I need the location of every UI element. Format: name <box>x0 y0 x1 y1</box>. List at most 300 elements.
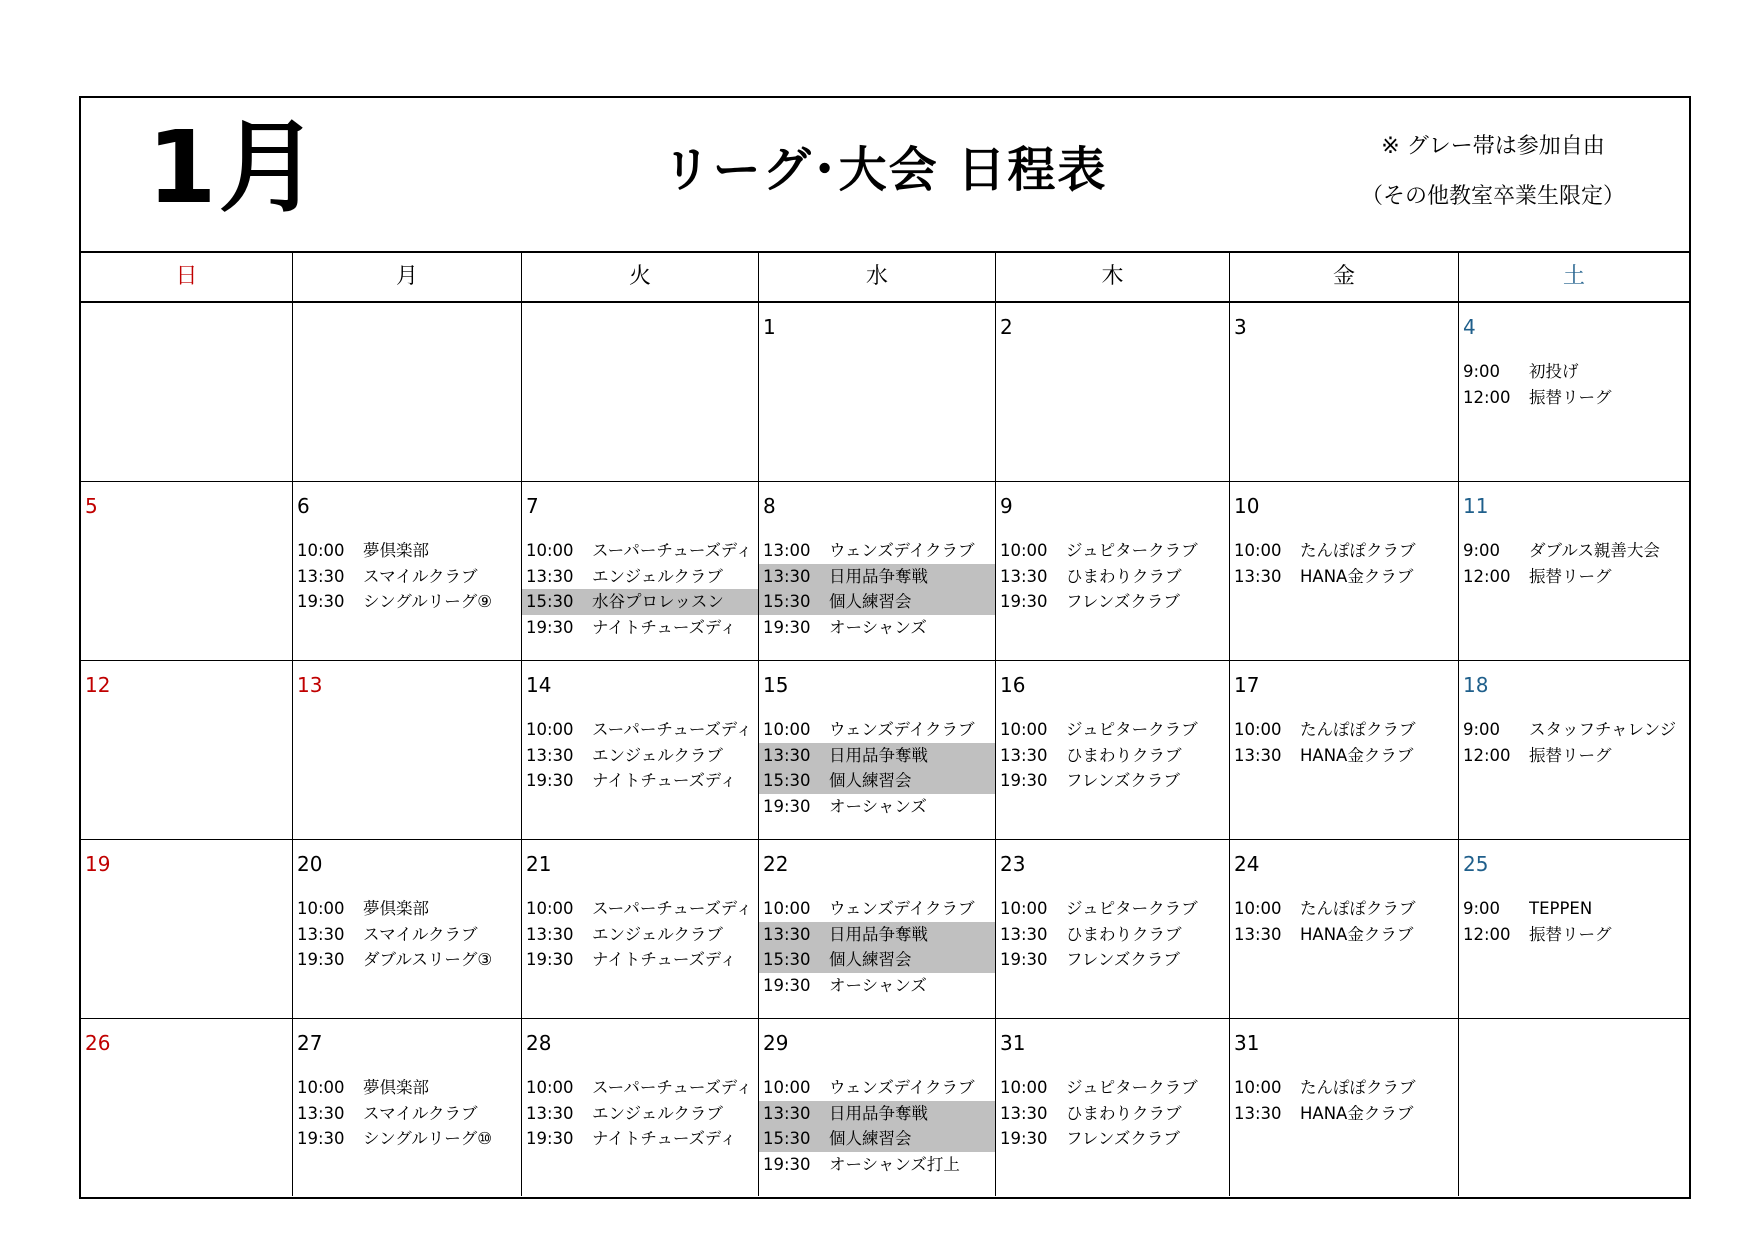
event-item <box>1230 564 1458 590</box>
day-cell <box>995 1019 1229 1196</box>
day-cell <box>292 840 521 1018</box>
event-list <box>996 1075 1229 1152</box>
day-number: 17 <box>1234 673 1260 697</box>
week-row <box>81 840 1689 1019</box>
week-row <box>81 1019 1689 1196</box>
event-time: 13:00 <box>763 541 811 560</box>
event-item <box>522 1101 758 1127</box>
day-cell <box>1229 482 1458 660</box>
event-time: 13:30 <box>526 1103 574 1123</box>
event-name: ひまわりクラブ <box>1066 566 1182 586</box>
event-item <box>522 896 758 922</box>
event-item <box>1459 385 1689 411</box>
event-time: 13:30 <box>297 924 345 944</box>
event-list <box>1230 538 1458 589</box>
day-cell <box>292 661 521 839</box>
day-number: 21 <box>526 852 552 876</box>
event-list <box>759 1075 995 1177</box>
event-list <box>293 538 521 615</box>
day-cell <box>995 482 1229 660</box>
event-name: HANA金クラブ <box>1300 745 1414 765</box>
event-name: 個人練習会 <box>829 592 912 611</box>
event-list <box>293 1075 521 1152</box>
event-name: ジュピタークラブ <box>1066 541 1198 560</box>
weekday-header-row <box>81 251 1689 303</box>
event-name: ウェンズデイクラブ <box>829 720 975 739</box>
event-time: 19:30 <box>763 796 811 816</box>
event-item <box>293 589 521 615</box>
day-cell <box>292 482 521 660</box>
day-number: 2 <box>1000 315 1013 339</box>
day-number: 26 <box>85 1031 111 1055</box>
event-name: 夢倶楽部 <box>363 899 429 918</box>
event-name: HANA金クラブ <box>1300 924 1414 944</box>
page-title: リーグ･大会 日程表 <box>662 142 1108 198</box>
event-time: 15:30 <box>763 771 811 790</box>
event-item-open <box>759 922 995 948</box>
event-time: 13:30 <box>1000 745 1048 765</box>
event-time: 10:00 <box>1000 1078 1048 1097</box>
day-cell <box>758 840 995 1018</box>
event-item <box>996 589 1229 615</box>
event-name: ダブルスリーグ③ <box>363 950 493 969</box>
event-time: 9:00 <box>1463 899 1501 918</box>
event-time: 9:00 <box>1463 362 1501 381</box>
day-cell <box>758 482 995 660</box>
day-number: 10 <box>1234 494 1260 518</box>
event-name: ひまわりクラブ <box>1066 745 1182 765</box>
event-list <box>1459 359 1689 410</box>
event-name: フレンズクラブ <box>1066 592 1180 611</box>
event-list <box>522 717 758 794</box>
day-cell <box>81 482 292 660</box>
event-name: 水谷プロレッスン <box>592 592 724 611</box>
weekday-header: 水 <box>758 253 995 301</box>
event-time: 19:30 <box>1000 592 1048 611</box>
event-time: 9:00 <box>1463 541 1501 560</box>
event-time: 10:00 <box>763 1078 811 1097</box>
day-cell <box>81 840 292 1018</box>
day-cell <box>1458 840 1689 1018</box>
event-list <box>1230 896 1458 947</box>
calendar-grid <box>81 303 1689 1196</box>
event-time: 13:30 <box>1000 924 1048 944</box>
day-cell <box>995 661 1229 839</box>
week-row <box>81 303 1689 482</box>
event-time: 13:30 <box>1234 1103 1282 1123</box>
day-number: 5 <box>85 494 98 518</box>
day-cell <box>521 303 758 481</box>
event-name: たんぽぽクラブ <box>1300 899 1416 918</box>
event-name: エンジェルクラブ <box>592 1103 723 1123</box>
event-list <box>522 1075 758 1152</box>
event-time: 10:00 <box>1234 541 1282 560</box>
day-cell <box>1458 661 1689 839</box>
day-cell <box>521 661 758 839</box>
event-time: 19:30 <box>763 617 811 637</box>
event-item <box>759 538 995 564</box>
event-item <box>1230 743 1458 769</box>
event-item-open <box>759 564 995 590</box>
event-time: 10:00 <box>297 899 345 918</box>
day-number: 25 <box>1463 852 1489 876</box>
day-cell <box>81 661 292 839</box>
weekday-header: 月 <box>292 253 521 301</box>
event-list <box>759 717 995 819</box>
event-item <box>1230 538 1458 564</box>
event-time: 10:00 <box>526 541 574 560</box>
day-cell <box>1229 661 1458 839</box>
event-item <box>996 1075 1229 1101</box>
event-list <box>1230 1075 1458 1126</box>
day-cell <box>1458 482 1689 660</box>
event-item <box>996 896 1229 922</box>
day-number: 31 <box>1000 1031 1026 1055</box>
day-cell <box>1229 303 1458 481</box>
event-time: 15:30 <box>763 1129 811 1148</box>
day-cell <box>758 1019 995 1196</box>
event-list <box>996 717 1229 794</box>
day-cell <box>292 1019 521 1196</box>
week-row <box>81 482 1689 661</box>
event-time: 19:30 <box>1000 950 1048 969</box>
day-cell <box>292 303 521 481</box>
event-time: 9:00 <box>1463 720 1501 739</box>
month-title: 1月 <box>147 109 321 226</box>
day-cell <box>1458 1019 1689 1196</box>
event-item <box>1230 1101 1458 1127</box>
event-time: 10:00 <box>1000 720 1048 739</box>
event-time: 19:30 <box>526 771 574 790</box>
event-time: 12:00 <box>1463 924 1511 944</box>
day-number: 28 <box>526 1031 552 1055</box>
event-name: 日用品争奪戦 <box>829 1103 928 1123</box>
gray-band-note: ※ グレー帯は参加自由 <box>1381 134 1605 159</box>
event-time: 12:00 <box>1463 745 1511 765</box>
event-list <box>759 538 995 640</box>
event-name: 個人練習会 <box>829 771 912 790</box>
event-list <box>522 538 758 640</box>
event-item-open <box>759 743 995 769</box>
day-number: 23 <box>1000 852 1026 876</box>
day-cell <box>1229 1019 1458 1196</box>
event-name: 個人練習会 <box>829 1129 912 1148</box>
event-name: オーシャンズ <box>829 975 927 995</box>
day-number: 20 <box>297 852 323 876</box>
day-number: 22 <box>763 852 789 876</box>
event-time: 13:30 <box>1234 566 1282 586</box>
day-number: 14 <box>526 673 552 697</box>
event-time: 19:30 <box>1000 771 1048 790</box>
event-name: シングルリーグ⑩ <box>363 1129 493 1148</box>
day-cell <box>1458 303 1689 481</box>
event-item <box>293 538 521 564</box>
event-item <box>522 564 758 590</box>
event-item <box>293 896 521 922</box>
event-time: 10:00 <box>763 720 811 739</box>
event-name: エンジェルクラブ <box>592 566 723 586</box>
event-name: 振替リーグ <box>1529 387 1612 407</box>
header <box>81 98 1689 251</box>
day-number: 31 <box>1234 1031 1260 1055</box>
event-time: 13:30 <box>763 566 811 586</box>
schedule-frame <box>79 96 1691 1199</box>
event-name: ジュピタークラブ <box>1066 1078 1198 1097</box>
event-item <box>996 538 1229 564</box>
day-number: 16 <box>1000 673 1026 697</box>
event-item <box>1459 896 1689 922</box>
event-name: スマイルクラブ <box>363 566 478 586</box>
day-cell <box>521 482 758 660</box>
event-name: スマイルクラブ <box>363 1103 478 1123</box>
event-time: 13:30 <box>763 924 811 944</box>
event-time: 19:30 <box>297 1129 345 1148</box>
event-time: 10:00 <box>1234 720 1282 739</box>
event-time: 19:30 <box>526 950 574 969</box>
event-item <box>996 743 1229 769</box>
event-name: ウェンズデイクラブ <box>829 899 975 918</box>
event-name: ナイトチューズディ <box>592 950 737 969</box>
event-time: 19:30 <box>297 950 345 969</box>
event-name: スーパーチューズディ <box>592 541 753 560</box>
event-item <box>1459 717 1689 743</box>
event-name: ジュピタークラブ <box>1066 899 1198 918</box>
event-name: フレンズクラブ <box>1066 1129 1180 1148</box>
event-time: 13:30 <box>1000 566 1048 586</box>
event-time: 13:30 <box>526 745 574 765</box>
event-name: オーシャンズ <box>829 796 927 816</box>
event-time: 12:00 <box>1463 387 1511 407</box>
event-name: 夢倶楽部 <box>363 541 429 560</box>
event-name: ひまわりクラブ <box>1066 1103 1182 1123</box>
event-item-open <box>759 1101 995 1127</box>
event-time: 10:00 <box>1000 899 1048 918</box>
event-name: 日用品争奪戦 <box>829 745 928 765</box>
event-item <box>522 538 758 564</box>
event-list <box>293 896 521 973</box>
weekday-header: 金 <box>1229 253 1458 301</box>
event-name: たんぽぽクラブ <box>1300 541 1416 560</box>
event-time: 19:30 <box>297 592 345 611</box>
event-name: HANA金クラブ <box>1300 1103 1414 1123</box>
event-name: ウェンズデイクラブ <box>829 541 975 560</box>
event-time: 13:30 <box>763 745 811 765</box>
event-time: 13:30 <box>763 1103 811 1123</box>
event-name: たんぽぽクラブ <box>1300 720 1416 739</box>
day-number: 13 <box>297 673 323 697</box>
event-time: 12:00 <box>1463 566 1511 586</box>
event-time: 19:30 <box>763 1154 811 1174</box>
event-list <box>1459 896 1689 947</box>
event-item <box>1230 717 1458 743</box>
event-name: ナイトチューズディ <box>592 771 737 790</box>
day-cell <box>521 840 758 1018</box>
day-cell <box>758 661 995 839</box>
event-time: 10:00 <box>763 899 811 918</box>
day-cell <box>758 303 995 481</box>
event-item <box>1459 538 1689 564</box>
event-item <box>522 1075 758 1101</box>
event-time: 15:30 <box>526 592 574 611</box>
day-cell <box>81 1019 292 1196</box>
event-item <box>522 743 758 769</box>
day-number: 3 <box>1234 315 1247 339</box>
event-list <box>1230 717 1458 768</box>
event-name: オーシャンズ <box>829 617 927 637</box>
event-item <box>293 922 521 948</box>
event-name: ナイトチューズディ <box>592 617 737 637</box>
event-name: オーシャンズ打上 <box>829 1154 960 1174</box>
day-number: 1 <box>763 315 776 339</box>
event-name: たんぽぽクラブ <box>1300 1078 1416 1097</box>
event-name: ひまわりクラブ <box>1066 924 1182 944</box>
day-number: 27 <box>297 1031 323 1055</box>
event-item <box>996 922 1229 948</box>
event-item-open <box>759 947 995 973</box>
event-list <box>996 538 1229 615</box>
event-name: スタッフチャレンジ <box>1529 720 1677 739</box>
day-cell <box>995 840 1229 1018</box>
event-time: 13:30 <box>526 566 574 586</box>
day-number: 12 <box>85 673 111 697</box>
event-item <box>1230 922 1458 948</box>
event-time: 10:00 <box>297 541 345 560</box>
weekday-header: 日 <box>175 264 198 289</box>
gray-band-note-detail: （その他教室卒業生限定） <box>1360 184 1625 209</box>
event-name: 初投げ <box>1529 362 1579 381</box>
event-item <box>522 768 758 794</box>
event-item <box>996 564 1229 590</box>
event-name: HANA金クラブ <box>1300 566 1414 586</box>
event-name: 夢倶楽部 <box>363 1078 429 1097</box>
event-item <box>996 717 1229 743</box>
event-item-open <box>522 589 758 615</box>
event-time: 19:30 <box>763 975 811 995</box>
event-time: 10:00 <box>526 1078 574 1097</box>
event-item-open <box>759 589 995 615</box>
event-item-open <box>759 768 995 794</box>
event-name: 振替リーグ <box>1529 745 1612 765</box>
event-item <box>293 1101 521 1127</box>
event-time: 13:30 <box>297 1103 345 1123</box>
event-item <box>759 794 995 820</box>
event-time: 15:30 <box>763 592 811 611</box>
event-item <box>759 896 995 922</box>
event-item <box>522 922 758 948</box>
weekday-header: 火 <box>521 253 758 301</box>
day-number: 4 <box>1463 315 1476 339</box>
event-item <box>759 1075 995 1101</box>
event-item <box>522 1126 758 1152</box>
day-number: 29 <box>763 1031 789 1055</box>
day-cell <box>1229 840 1458 1018</box>
event-name: シングルリーグ⑨ <box>363 592 493 611</box>
event-time: 15:30 <box>763 950 811 969</box>
day-number: 9 <box>1000 494 1013 518</box>
event-item <box>1459 922 1689 948</box>
day-cell <box>81 303 292 481</box>
event-item <box>759 615 995 641</box>
day-cell <box>995 303 1229 481</box>
event-name: スマイルクラブ <box>363 924 478 944</box>
event-name: スーパーチューズディ <box>592 899 753 918</box>
event-item <box>522 947 758 973</box>
event-time: 19:30 <box>1000 1129 1048 1148</box>
event-name: スーパーチューズディ <box>592 720 753 739</box>
day-cell <box>521 1019 758 1196</box>
event-list <box>996 896 1229 973</box>
event-time: 10:00 <box>526 899 574 918</box>
day-number: 11 <box>1463 494 1489 518</box>
day-number: 15 <box>763 673 789 697</box>
event-item-open <box>759 1126 995 1152</box>
event-name: フレンズクラブ <box>1066 950 1180 969</box>
event-item <box>996 1101 1229 1127</box>
event-item <box>1459 564 1689 590</box>
event-item <box>1459 743 1689 769</box>
event-time: 19:30 <box>526 617 574 637</box>
event-time: 10:00 <box>297 1078 345 1097</box>
event-time: 10:00 <box>1000 541 1048 560</box>
event-name: ダブルス親善大会 <box>1529 541 1660 560</box>
event-name: フレンズクラブ <box>1066 771 1180 790</box>
event-time: 10:00 <box>1234 899 1282 918</box>
event-name: 日用品争奪戦 <box>829 924 928 944</box>
weekday-header: 土 <box>1458 253 1689 301</box>
event-item <box>1230 1075 1458 1101</box>
event-item <box>996 768 1229 794</box>
event-item <box>759 973 995 999</box>
event-item <box>759 1152 995 1178</box>
event-item <box>1230 896 1458 922</box>
event-item <box>293 1126 521 1152</box>
event-name: 個人練習会 <box>829 950 912 969</box>
event-name: エンジェルクラブ <box>592 924 723 944</box>
event-name: ウェンズデイクラブ <box>829 1078 975 1097</box>
day-number: 6 <box>297 494 310 518</box>
event-time: 13:30 <box>1234 745 1282 765</box>
event-item <box>1459 359 1689 385</box>
event-list <box>1459 717 1689 768</box>
event-time: 13:30 <box>1234 924 1282 944</box>
event-item <box>522 615 758 641</box>
event-time: 10:00 <box>1234 1078 1282 1097</box>
day-number: 24 <box>1234 852 1260 876</box>
weekday-header: 木 <box>995 253 1229 301</box>
event-name: エンジェルクラブ <box>592 745 723 765</box>
event-item <box>293 1075 521 1101</box>
event-time: 10:00 <box>526 720 574 739</box>
event-item <box>759 717 995 743</box>
event-time: 13:30 <box>526 924 574 944</box>
day-number: 19 <box>85 852 111 876</box>
event-item <box>293 564 521 590</box>
event-name: 日用品争奪戦 <box>829 566 928 586</box>
event-item <box>522 717 758 743</box>
day-number: 8 <box>763 494 776 518</box>
event-list <box>522 896 758 973</box>
event-item <box>996 1126 1229 1152</box>
event-time: 13:30 <box>297 566 345 586</box>
day-number: 7 <box>526 494 539 518</box>
event-name: 振替リーグ <box>1529 924 1612 944</box>
event-name: ジュピタークラブ <box>1066 720 1198 739</box>
week-row <box>81 661 1689 840</box>
event-item <box>293 947 521 973</box>
event-name: TEPPEN <box>1529 899 1593 918</box>
event-time: 13:30 <box>1000 1103 1048 1123</box>
day-number: 18 <box>1463 673 1489 697</box>
